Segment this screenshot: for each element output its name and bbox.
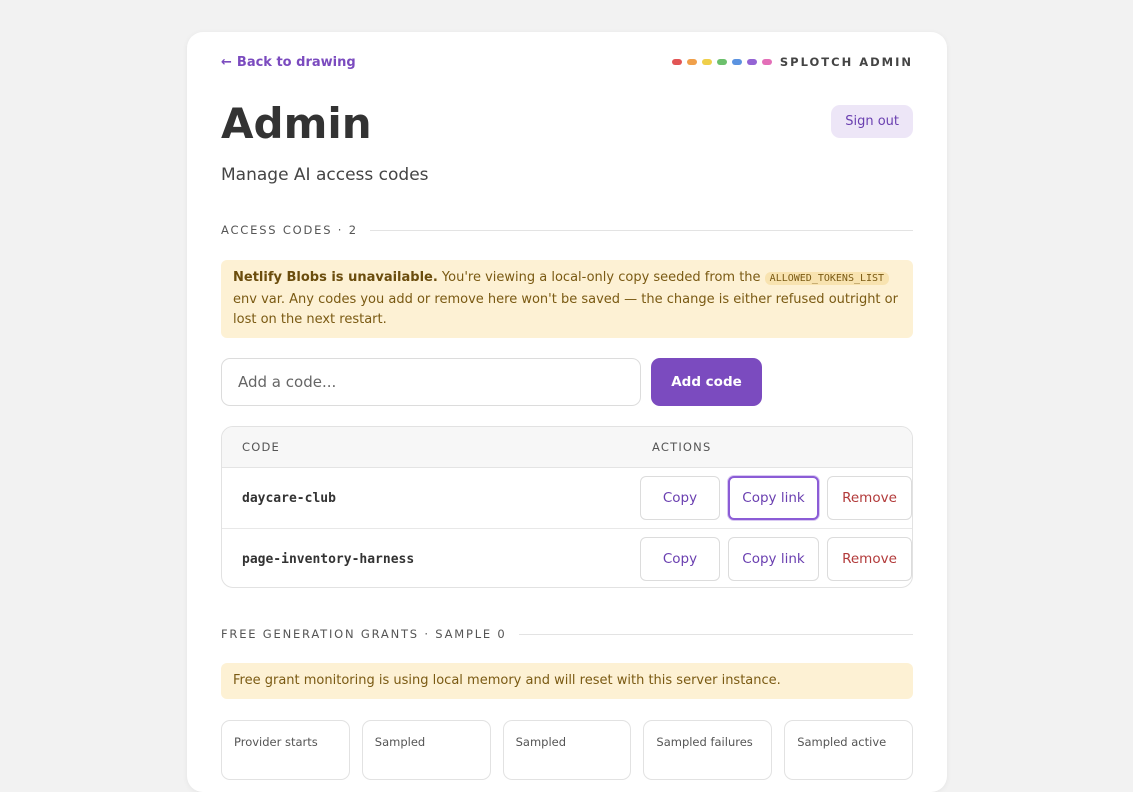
column-header-actions: ACTIONS xyxy=(652,440,712,454)
arrow-left-icon: ← xyxy=(221,54,232,70)
access-codes-table xyxy=(221,426,913,588)
table-row xyxy=(222,468,912,529)
add-code-button[interactable]: Add code xyxy=(651,358,762,406)
table-row xyxy=(222,529,912,588)
grant-monitoring-notice: Free grant monitoring is using local memory and will reset with this server instance. xyxy=(221,663,913,699)
grants-section-header xyxy=(221,627,913,641)
grants-section-label: FREE GENERATION GRANTS · SAMPLE 0 xyxy=(221,627,507,641)
add-code-input[interactable] xyxy=(221,358,641,406)
stat-card: Sampled failures xyxy=(643,720,772,780)
column-header-code: CODE xyxy=(242,440,281,454)
brand-label: SPLOTCH ADMIN xyxy=(779,55,913,69)
stat-card: Sampled xyxy=(362,720,491,780)
env-var-chip: ALLOWED_TOKENS_LIST xyxy=(765,272,889,285)
access-codes-section-label: ACCESS CODES · 2 xyxy=(221,223,358,237)
page-subtitle: Manage AI access codes xyxy=(221,165,429,185)
sign-out-button[interactable]: Sign out xyxy=(831,105,913,138)
brand-color-dots xyxy=(672,59,772,65)
brand-dot xyxy=(747,59,757,65)
notice-text-after: env var. Any codes you add or remove here won't be saved — the change is either refused outright or lost on the next restart. xyxy=(233,291,898,327)
remove-code-button[interactable]: Remove xyxy=(827,537,912,581)
brand-dot xyxy=(762,59,772,65)
stat-card: Sampled xyxy=(503,720,632,780)
brand-dot xyxy=(717,59,727,65)
back-to-drawing-link[interactable] xyxy=(221,55,356,70)
admin-card xyxy=(187,32,947,792)
grant-stats-row xyxy=(221,720,913,780)
stat-card: Sampled active xyxy=(784,720,913,780)
brand-dot xyxy=(672,59,682,65)
copy-link-button[interactable]: Copy link xyxy=(728,537,819,581)
brand-dot xyxy=(702,59,712,65)
section-divider xyxy=(370,230,913,231)
back-link-label: Back to drawing xyxy=(236,54,356,70)
notice-bold-text: Netlify Blobs is unavailable. xyxy=(233,270,438,285)
copy-code-button[interactable]: Copy xyxy=(640,537,720,581)
access-codes-section-header xyxy=(221,223,913,237)
remove-code-button[interactable]: Remove xyxy=(827,476,912,520)
page-title: Admin xyxy=(221,99,372,148)
top-bar xyxy=(221,52,913,72)
code-cell: page-inventory-harness xyxy=(242,551,415,567)
copy-code-button[interactable]: Copy xyxy=(640,476,720,520)
blobs-unavailable-notice xyxy=(221,260,913,338)
stat-card: Provider starts xyxy=(221,720,350,780)
table-header xyxy=(222,427,912,468)
brand-dot xyxy=(687,59,697,65)
copy-link-button[interactable]: Copy link xyxy=(728,476,819,520)
row-actions xyxy=(640,476,912,520)
add-code-row xyxy=(221,358,913,406)
brand xyxy=(672,55,913,69)
brand-dot xyxy=(732,59,742,65)
section-divider xyxy=(519,634,913,635)
row-actions xyxy=(640,537,912,581)
code-cell: daycare-club xyxy=(242,490,336,506)
notice-text-before: You're viewing a local-only copy seeded from the xyxy=(437,270,765,285)
